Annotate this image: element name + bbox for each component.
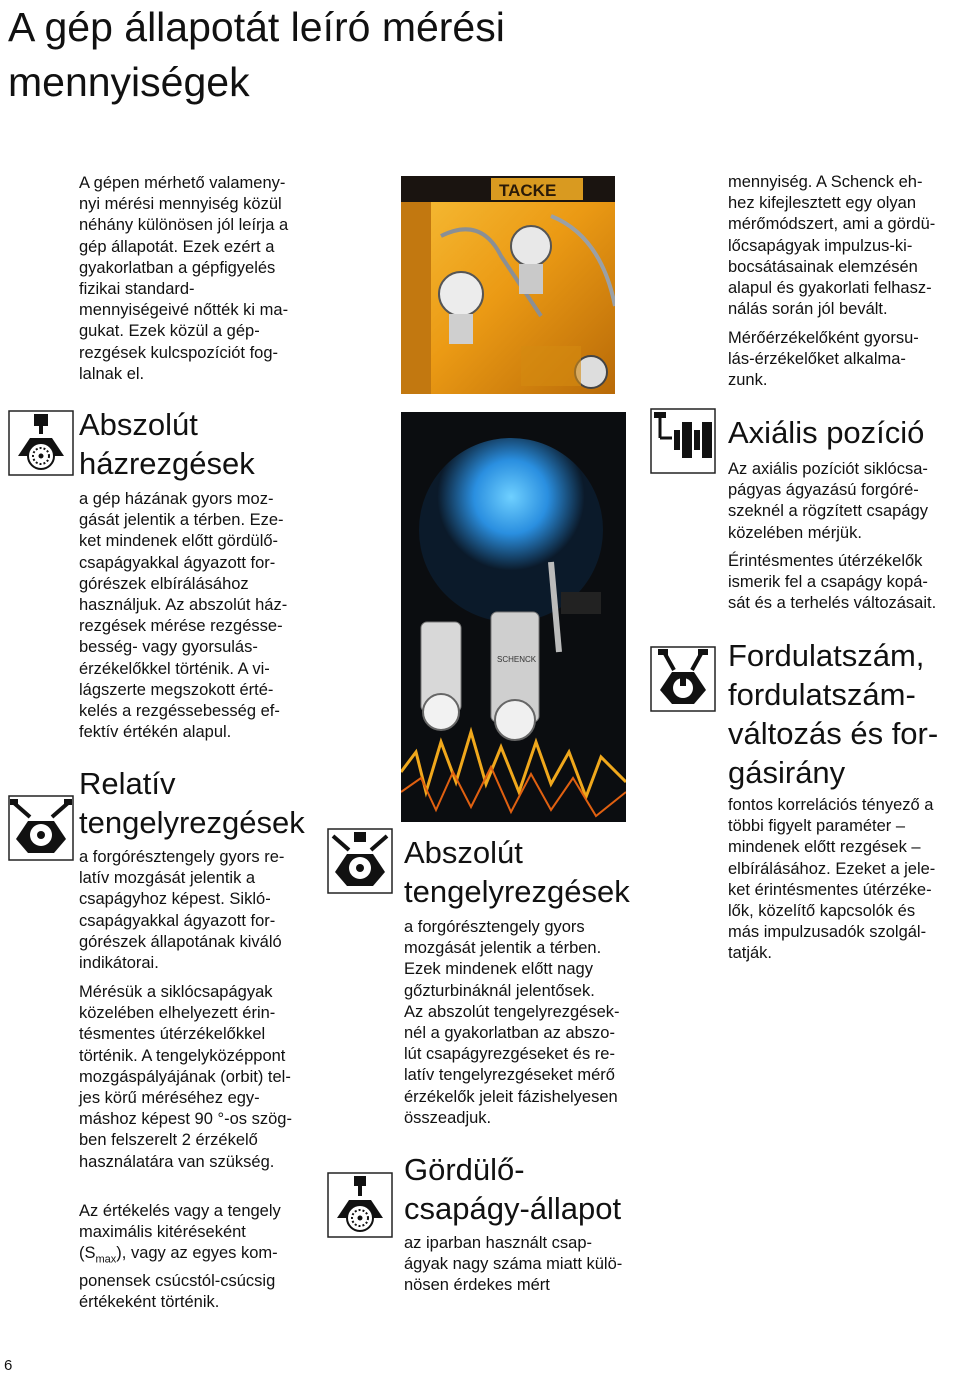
intro-line: gyakorlatban a gépfigyelés xyxy=(79,258,276,277)
intro-line: fizikai standard- xyxy=(79,280,195,299)
text-line: csapágyakkal ágyazott for- xyxy=(79,553,276,572)
heading-line: Fordulatszám, xyxy=(728,638,925,673)
text-fragment: (S xyxy=(79,1244,96,1263)
heading-line: Gördülő- xyxy=(404,1152,525,1187)
text-line: Ezek mindenek előtt nagy xyxy=(404,960,593,979)
text-line: ágyak nagy száma miatt külö- xyxy=(404,1255,623,1274)
rel-shaft-text-3 xyxy=(79,1201,281,1313)
text-line: Érintésmentes útérzékelők xyxy=(728,552,923,570)
abs-shaft-heading xyxy=(404,833,630,911)
text-line: ismerik fel a csapágy kopá- xyxy=(728,573,928,592)
axial-heading xyxy=(728,413,924,452)
text-line: Mérőérzékelőként gyorsu- xyxy=(728,329,919,347)
intro-paragraph xyxy=(79,173,288,385)
text-line: jes körű méréséhez egy- xyxy=(79,1089,260,1108)
text-line: közelében mérjük. xyxy=(728,523,862,542)
page-number: 6 xyxy=(4,1357,13,1374)
tacke-label: TACKE xyxy=(499,181,557,200)
heading-line: tengelyrezgések xyxy=(404,874,630,909)
heading-line: változás és for- xyxy=(728,716,939,751)
title-line-2: mennyiségek xyxy=(8,59,250,105)
text-line: ben felszerelt 2 érzékelő xyxy=(79,1131,258,1150)
text-line: nösen érdekes mért xyxy=(404,1276,550,1295)
text-line: lők, közelítő kapcsolók és xyxy=(728,902,916,921)
text-line: szeknél a rögzített csapágy xyxy=(728,502,928,521)
text-line: ket érintésmentes útérzéke- xyxy=(728,880,932,899)
text-line: sát és a terhelés változásait. xyxy=(728,594,937,613)
text-line: elbírálásához. Ezeket a jele- xyxy=(728,859,936,878)
text-line: máshoz képest 90 °-os szög- xyxy=(79,1110,292,1129)
intro-line: rezgések kulcspozíciót fog- xyxy=(79,343,279,362)
text-line: mozgását jelentik a térben. xyxy=(404,939,602,958)
text-line: mindenek előtt rezgések – xyxy=(728,838,921,857)
text-line: górészek elbírálásához xyxy=(79,574,249,593)
intro-line: A gépen mérhető valameny- xyxy=(79,174,286,192)
sensors-photo xyxy=(401,412,626,822)
heading-line: Abszolút xyxy=(404,835,523,870)
bearing-continued-text xyxy=(728,172,935,320)
page-title xyxy=(8,0,505,110)
relative-shaft-icon xyxy=(8,795,74,861)
text-line: fektív értékén alapul. xyxy=(79,723,232,742)
text-line: összeadjuk. xyxy=(404,1108,492,1127)
text-line: gását jelentik a térben. Eze- xyxy=(79,511,284,530)
bearing-continued-text-2 xyxy=(728,328,919,392)
text-line-smax xyxy=(79,1243,281,1271)
text-line: érzékelőkkel történik. A vi- xyxy=(79,659,270,678)
text-line: használjuk. Az abszolút ház- xyxy=(79,596,288,615)
text-line: Az abszolút tengelyrezgések- xyxy=(404,1002,620,1021)
text-line: zunk. xyxy=(728,371,768,390)
heading-line: tengelyrezgések xyxy=(79,805,305,840)
text-line: a gép házának gyors moz- xyxy=(79,490,274,508)
text-line: nálás során jól bevált. xyxy=(728,300,888,319)
axial-position-icon xyxy=(650,408,716,474)
text-line: górészek állapotának kiváló xyxy=(79,932,282,951)
axial-text-2 xyxy=(728,551,936,615)
text-line: Az axiális pozíciót siklócsa- xyxy=(728,460,928,478)
text-line: tésmentes útérzékelőkkel xyxy=(79,1025,266,1044)
bearing-heading xyxy=(404,1150,621,1228)
text-line: ket mindenek előtt gördülő- xyxy=(79,532,279,551)
intro-line: gép állapotát. Ezek ezért a xyxy=(79,237,275,256)
text-line: hez kifejlesztett egy olyan xyxy=(728,194,917,213)
text-line: Az értékelés vagy a tengely xyxy=(79,1202,281,1220)
intro-line: néhány különösen jól leírja a xyxy=(79,216,289,235)
text-line: fontos korrelációs tényező a xyxy=(728,796,934,814)
text-line: indikátorai. xyxy=(79,954,159,973)
housing-vibration-icon xyxy=(8,410,74,476)
text-line: maximális kitéréseként xyxy=(79,1223,246,1242)
text-line: az iparban használt csap- xyxy=(404,1234,593,1252)
intro-line: lalnak el. xyxy=(79,364,145,383)
heading-line: Abszolút xyxy=(79,407,198,442)
text-fragment: ), vagy az egyes kom- xyxy=(116,1244,278,1263)
heading-line: Relatív xyxy=(79,766,176,801)
text-line: használatára van szükség. xyxy=(79,1152,275,1171)
text-line: csapágyakkal ágyazott for- xyxy=(79,911,276,930)
text-line: latív mozgását jelentik a xyxy=(79,869,256,888)
heading-line: csapágy-állapot xyxy=(404,1191,622,1226)
heading-line: házrezgések xyxy=(79,446,255,481)
speed-heading xyxy=(728,636,938,792)
text-line: nél a gyakorlatban az abszo- xyxy=(404,1024,615,1043)
heading-line: Axiális pozíció xyxy=(728,415,925,450)
rel-shaft-text-2 xyxy=(79,982,292,1173)
text-line: mérőmódszert, ami a gördü- xyxy=(728,215,936,234)
text-line: alapul és gyakorlati felhasz- xyxy=(728,279,932,298)
subscript-max: max xyxy=(95,1253,117,1266)
text-line: ponensek csúcstól-csúcsig xyxy=(79,1271,276,1290)
text-line: mozgáspályájának (orbit) tel- xyxy=(79,1067,291,1086)
text-line: érzékelők jeleit fázishelyesen xyxy=(404,1087,618,1106)
text-line: értékeként történik. xyxy=(79,1293,220,1312)
text-line: más impulzusadók szolgál- xyxy=(728,923,927,942)
text-line: többi figyelt paraméter – xyxy=(728,817,906,836)
text-line: tatják. xyxy=(728,944,773,963)
text-line: lás-érzékelőket alkalma- xyxy=(728,350,906,369)
sensor-brand-label: SCHENCK xyxy=(497,655,537,664)
speed-text xyxy=(728,795,935,965)
abs-shaft-text xyxy=(404,917,620,1129)
text-line: mennyiség. A Schenck eh- xyxy=(728,173,923,191)
intro-line: nyi mérési mennyiség közül xyxy=(79,195,282,214)
text-line: csapágyhoz képest. Sikló- xyxy=(79,890,271,909)
text-line: Mérésük a siklócsapágyak xyxy=(79,983,273,1001)
absolute-shaft-icon xyxy=(327,828,393,894)
bearing-text xyxy=(404,1233,622,1297)
text-line: lágszerte megszokott érté- xyxy=(79,680,274,699)
bearing-condition-icon xyxy=(327,1172,393,1238)
text-line: kelés a rezgéssebesség ef- xyxy=(79,702,280,721)
rel-shaft-text-1 xyxy=(79,847,284,974)
machine-photo xyxy=(401,176,615,394)
intro-line: gukat. Ezek közül a gép- xyxy=(79,322,260,341)
text-line: gőzturbináknál jelentősek. xyxy=(404,981,595,1000)
heading-line: gásirány xyxy=(728,755,846,790)
text-line: közelében elhelyezett érin- xyxy=(79,1004,276,1023)
abs-house-text xyxy=(79,489,287,743)
text-line: a forgórésztengely gyors re- xyxy=(79,848,285,866)
rel-shaft-heading xyxy=(79,764,305,842)
speed-icon xyxy=(650,646,716,712)
axial-text-1 xyxy=(728,459,928,544)
abs-house-heading xyxy=(79,405,255,483)
text-line: a forgórésztengely gyors xyxy=(404,918,585,936)
text-line: lút csapágyrezgéseket és re- xyxy=(404,1045,615,1064)
title-line-1: A gép állapotát leíró mérési xyxy=(8,4,505,50)
text-line: besség- vagy gyorsulás- xyxy=(79,638,258,657)
heading-line: fordulatszám- xyxy=(728,677,916,712)
text-line: latív tengelyrezgéseket mérő xyxy=(404,1066,615,1085)
text-line: lőcsapágyak impulzus-ki- xyxy=(728,236,913,255)
text-line: rezgések mérése rezgésse- xyxy=(79,617,283,636)
text-line: történik. A tengelyközéppont xyxy=(79,1046,286,1065)
intro-line: mennyiségeivé nőtték ki ma- xyxy=(79,301,289,320)
text-line: págyas ágyazású forgóré- xyxy=(728,481,919,500)
text-line: bocsátásainak elemzésén xyxy=(728,257,918,276)
